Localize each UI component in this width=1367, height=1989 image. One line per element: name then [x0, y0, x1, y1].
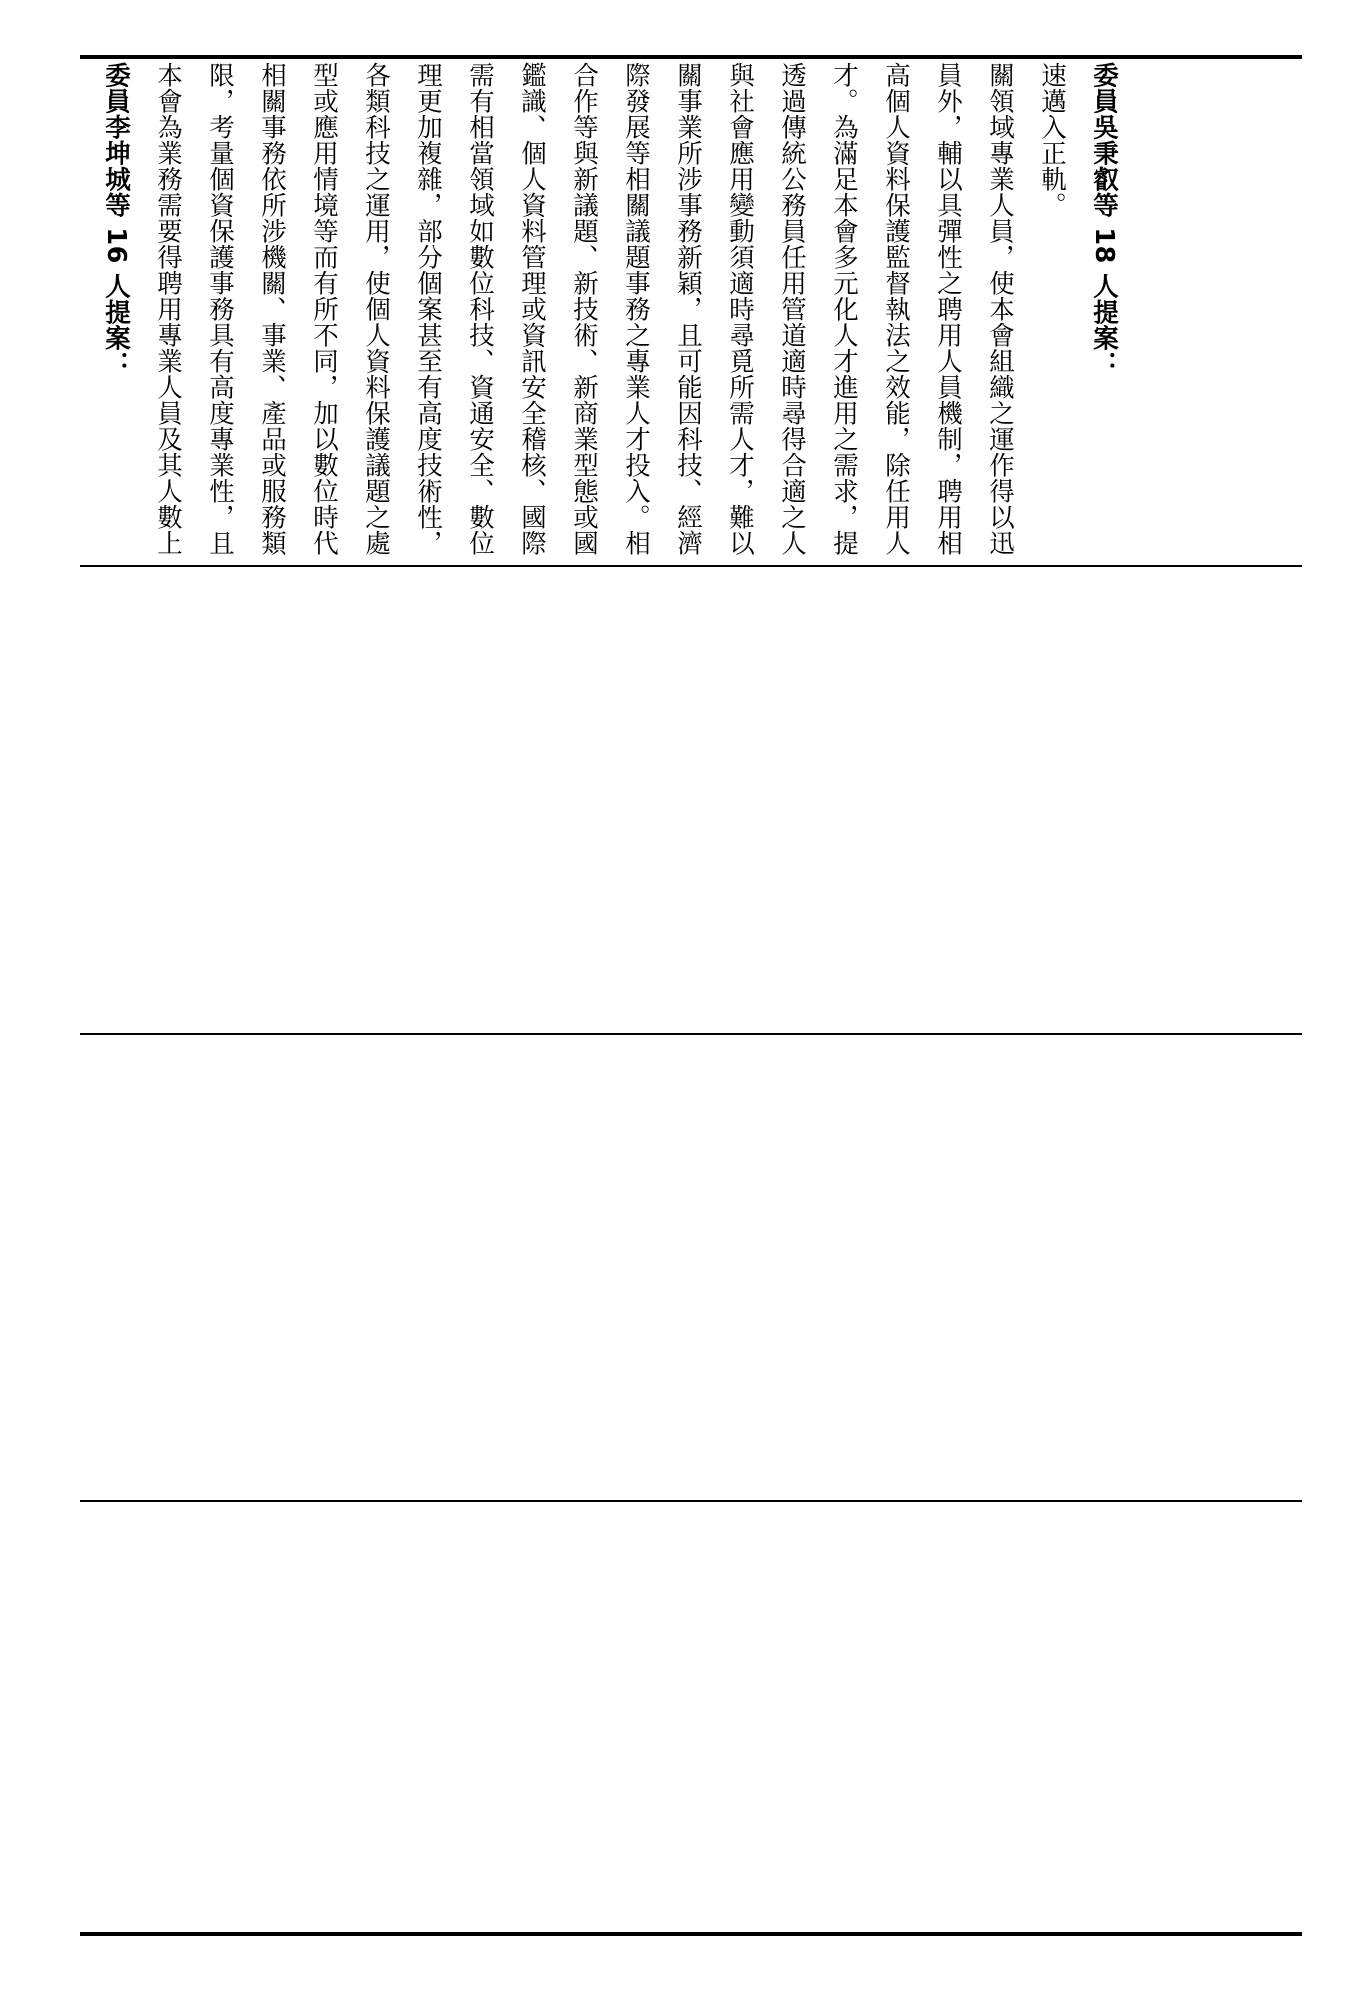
- proposal-heading-li: 委員李坤城等 16 人提案：: [101, 62, 131, 378]
- bottom-rule: [80, 1932, 1302, 1936]
- row-divider: [80, 1033, 1302, 1035]
- proposal-body-li: 本會為業務需要得聘用專業人員及其人數上限，考量個資保護事務具有高度專業性，且相關事務依所涉機關、事業、產品或服務類型或應用情境等而有所不同，加以數位時代各類科技之運用，使個人資料保護議題之處理更加複雜，部分個案甚至有高度技術性，需有相當領域如數位科技、資通安全、數位鑑識、個人資料管理或資訊安全稽核、國際合作等與新議題、新技術、新商業型態或國際發展等相關議題事務之專業人才投入。相關事業所涉事務新穎，且可能因科技、經濟與社會應用變動須適時尋覓所需人才，難以透過傳統公務員任用管道適時尋得合適之人才。為滿足本會多元化人才進用之需求，提高個人資料保護監督執法之效能，除任用人員外，輔以具彈性之聘用人員機制，聘用相關領域專業人員，使本會組織之運作得以迅速邁入正軌。: [153, 62, 1067, 556]
- proposal-cell: [90, 62, 1302, 562]
- vertical-text-block: [90, 62, 1130, 562]
- row-divider: [80, 1500, 1302, 1502]
- proposal-heading-wu: 委員吳秉叡等 18 人提案：: [1089, 62, 1119, 378]
- top-rule: [80, 55, 1302, 59]
- row-divider: [80, 565, 1302, 567]
